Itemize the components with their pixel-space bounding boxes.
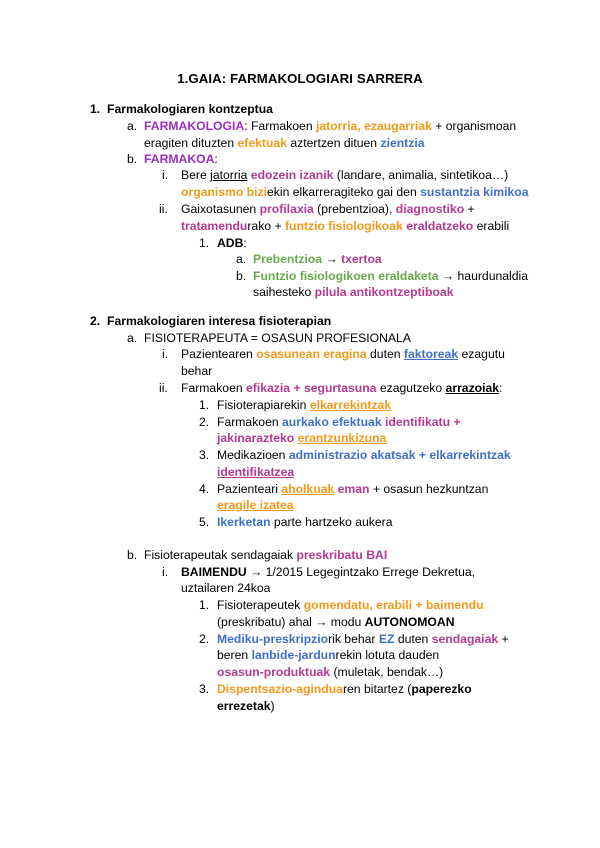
reason-2-line-2: jakinarazteko erantzunkizuna	[217, 431, 387, 445]
reason-1: Fisioterapiarekin elkarrekintzak	[217, 398, 392, 412]
list-marker: 1.	[199, 398, 210, 412]
farmakoa-point-ii-line-2: tratamendurako + funtzio fisiologikoak eraldatzeko erabili	[181, 219, 510, 233]
baimendu-line-2: uztailaren 24koa	[181, 581, 271, 595]
list-marker: b.	[236, 269, 247, 283]
farmakoa-point-i-line-1: Bere jatorria edozein izanik (landare, animalia, sintetikoa…)	[181, 168, 509, 182]
list-marker: ii.	[159, 202, 168, 216]
baimendu-item-3-line-2: errezetak)	[217, 699, 275, 713]
interest-point-ii: Farmakoen efikazia + segurtasuna ezagutzeko arrazoiak:	[181, 381, 503, 395]
list-marker: 1.	[199, 598, 210, 612]
reason-4-line-1: Pazienteari aholkuak eman + osasun hezkuntzan	[217, 482, 489, 496]
baimendu-line-1: BAIMENDU → 1/2015 Legegintzako Errege Dekretua,	[181, 565, 476, 579]
adb-example-b-line-1: Funtzio fisiologikoen eraldaketa → haurdunaldia	[253, 269, 528, 283]
document-title: 1.GAIA: FARMAKOLOGIARI SARRERA	[177, 71, 423, 86]
fisioterapeuta-heading: FISIOTERAPEUTA = OSASUN PROFESIONALA	[144, 331, 411, 345]
baimendu-item-3-line-1: Dispentsazio-aginduaren bitartez (paperezko	[217, 682, 472, 696]
farmakoa-heading: FARMAKOA:	[144, 152, 218, 166]
baimendu-item-1-line-1: Fisioterapeutek gomendatu, erabili + baimendu	[217, 598, 484, 612]
section-2-number: 2.	[90, 314, 101, 328]
term-farmakologia: FARMAKOLOGIA	[144, 119, 245, 133]
list-marker: ii.	[159, 381, 168, 395]
farmakologia-definition-line-2: eragiten dituzten efektuak aztertzen dituen zientzia	[144, 136, 425, 150]
adb-example-b-line-2: saihesteko pilula antikontzeptiboak	[253, 285, 454, 299]
adb-example-a: Prebentzioa → txertoa	[253, 252, 382, 266]
reason-4-line-2: eragile izatea	[217, 498, 294, 512]
list-marker: 3.	[199, 448, 210, 462]
section-2-heading: Farmakologiaren interesa fisioterapian	[107, 314, 332, 328]
list-marker: b.	[127, 152, 138, 166]
list-marker: i.	[162, 168, 169, 182]
farmakologia-definition-line-1: FARMAKOLOGIA: Farmakoen jatorria, ezaugarriak + organismoan	[144, 119, 517, 133]
list-marker: i.	[162, 347, 169, 361]
reason-3-line-2: identifikatzea	[217, 465, 295, 479]
reason-3-line-1: Medikazioen administrazio akatsak + elkarrekintzak	[217, 448, 511, 462]
list-marker: 2.	[199, 415, 210, 429]
baimendu-item-2-line-1: Mediku-preskripziorik behar EZ duten sendagaiak +	[217, 632, 509, 646]
preskribatu-heading: Fisioterapeutak sendagaiak preskribatu BAI	[144, 548, 388, 562]
list-marker: a.	[236, 252, 247, 266]
list-marker: 4.	[199, 482, 210, 496]
reason-2-line-1: Farmakoen aurkako efektuak identifikatu +	[217, 415, 461, 429]
list-marker: 3.	[199, 682, 210, 696]
list-marker: i.	[162, 565, 169, 579]
baimendu-item-1-line-2: (preskribatu) ahal → modu AUTONOMOAN	[217, 615, 455, 629]
baimendu-item-2-line-2: beren lanbide-jardunrekin lotuta dauden	[217, 648, 440, 662]
interest-point-i-line-2: behar	[181, 364, 213, 378]
list-marker: a.	[127, 119, 138, 133]
baimendu-item-2-line-3: osasun-produktuak (muletak, bendak…)	[217, 665, 444, 679]
list-marker: a.	[127, 331, 138, 345]
section-1-heading: Farmakologiaren kontzeptua	[107, 102, 273, 116]
list-marker: 2.	[199, 632, 210, 646]
interest-point-i-line-1: Pazientearen osasunean eragina duten faktoreak ezagutu	[181, 347, 505, 361]
list-marker: 1.	[199, 236, 210, 250]
list-marker: 5.	[199, 515, 210, 529]
term-farmakoa: FARMAKOA	[144, 152, 215, 166]
section-1-number: 1.	[90, 102, 101, 116]
list-marker: b.	[127, 548, 138, 562]
farmakoa-point-i-line-2: organismo biziekin elkarreragiteko gai den sustantzia kimikoa	[181, 185, 529, 199]
farmakoa-point-ii-line-1: Gaixotasunen profilaxia (prebentzioa), diagnostiko +	[181, 202, 475, 216]
reason-5: Ikerketan parte hartzeko aukera	[217, 515, 393, 529]
adb-heading: ADB:	[217, 236, 247, 250]
